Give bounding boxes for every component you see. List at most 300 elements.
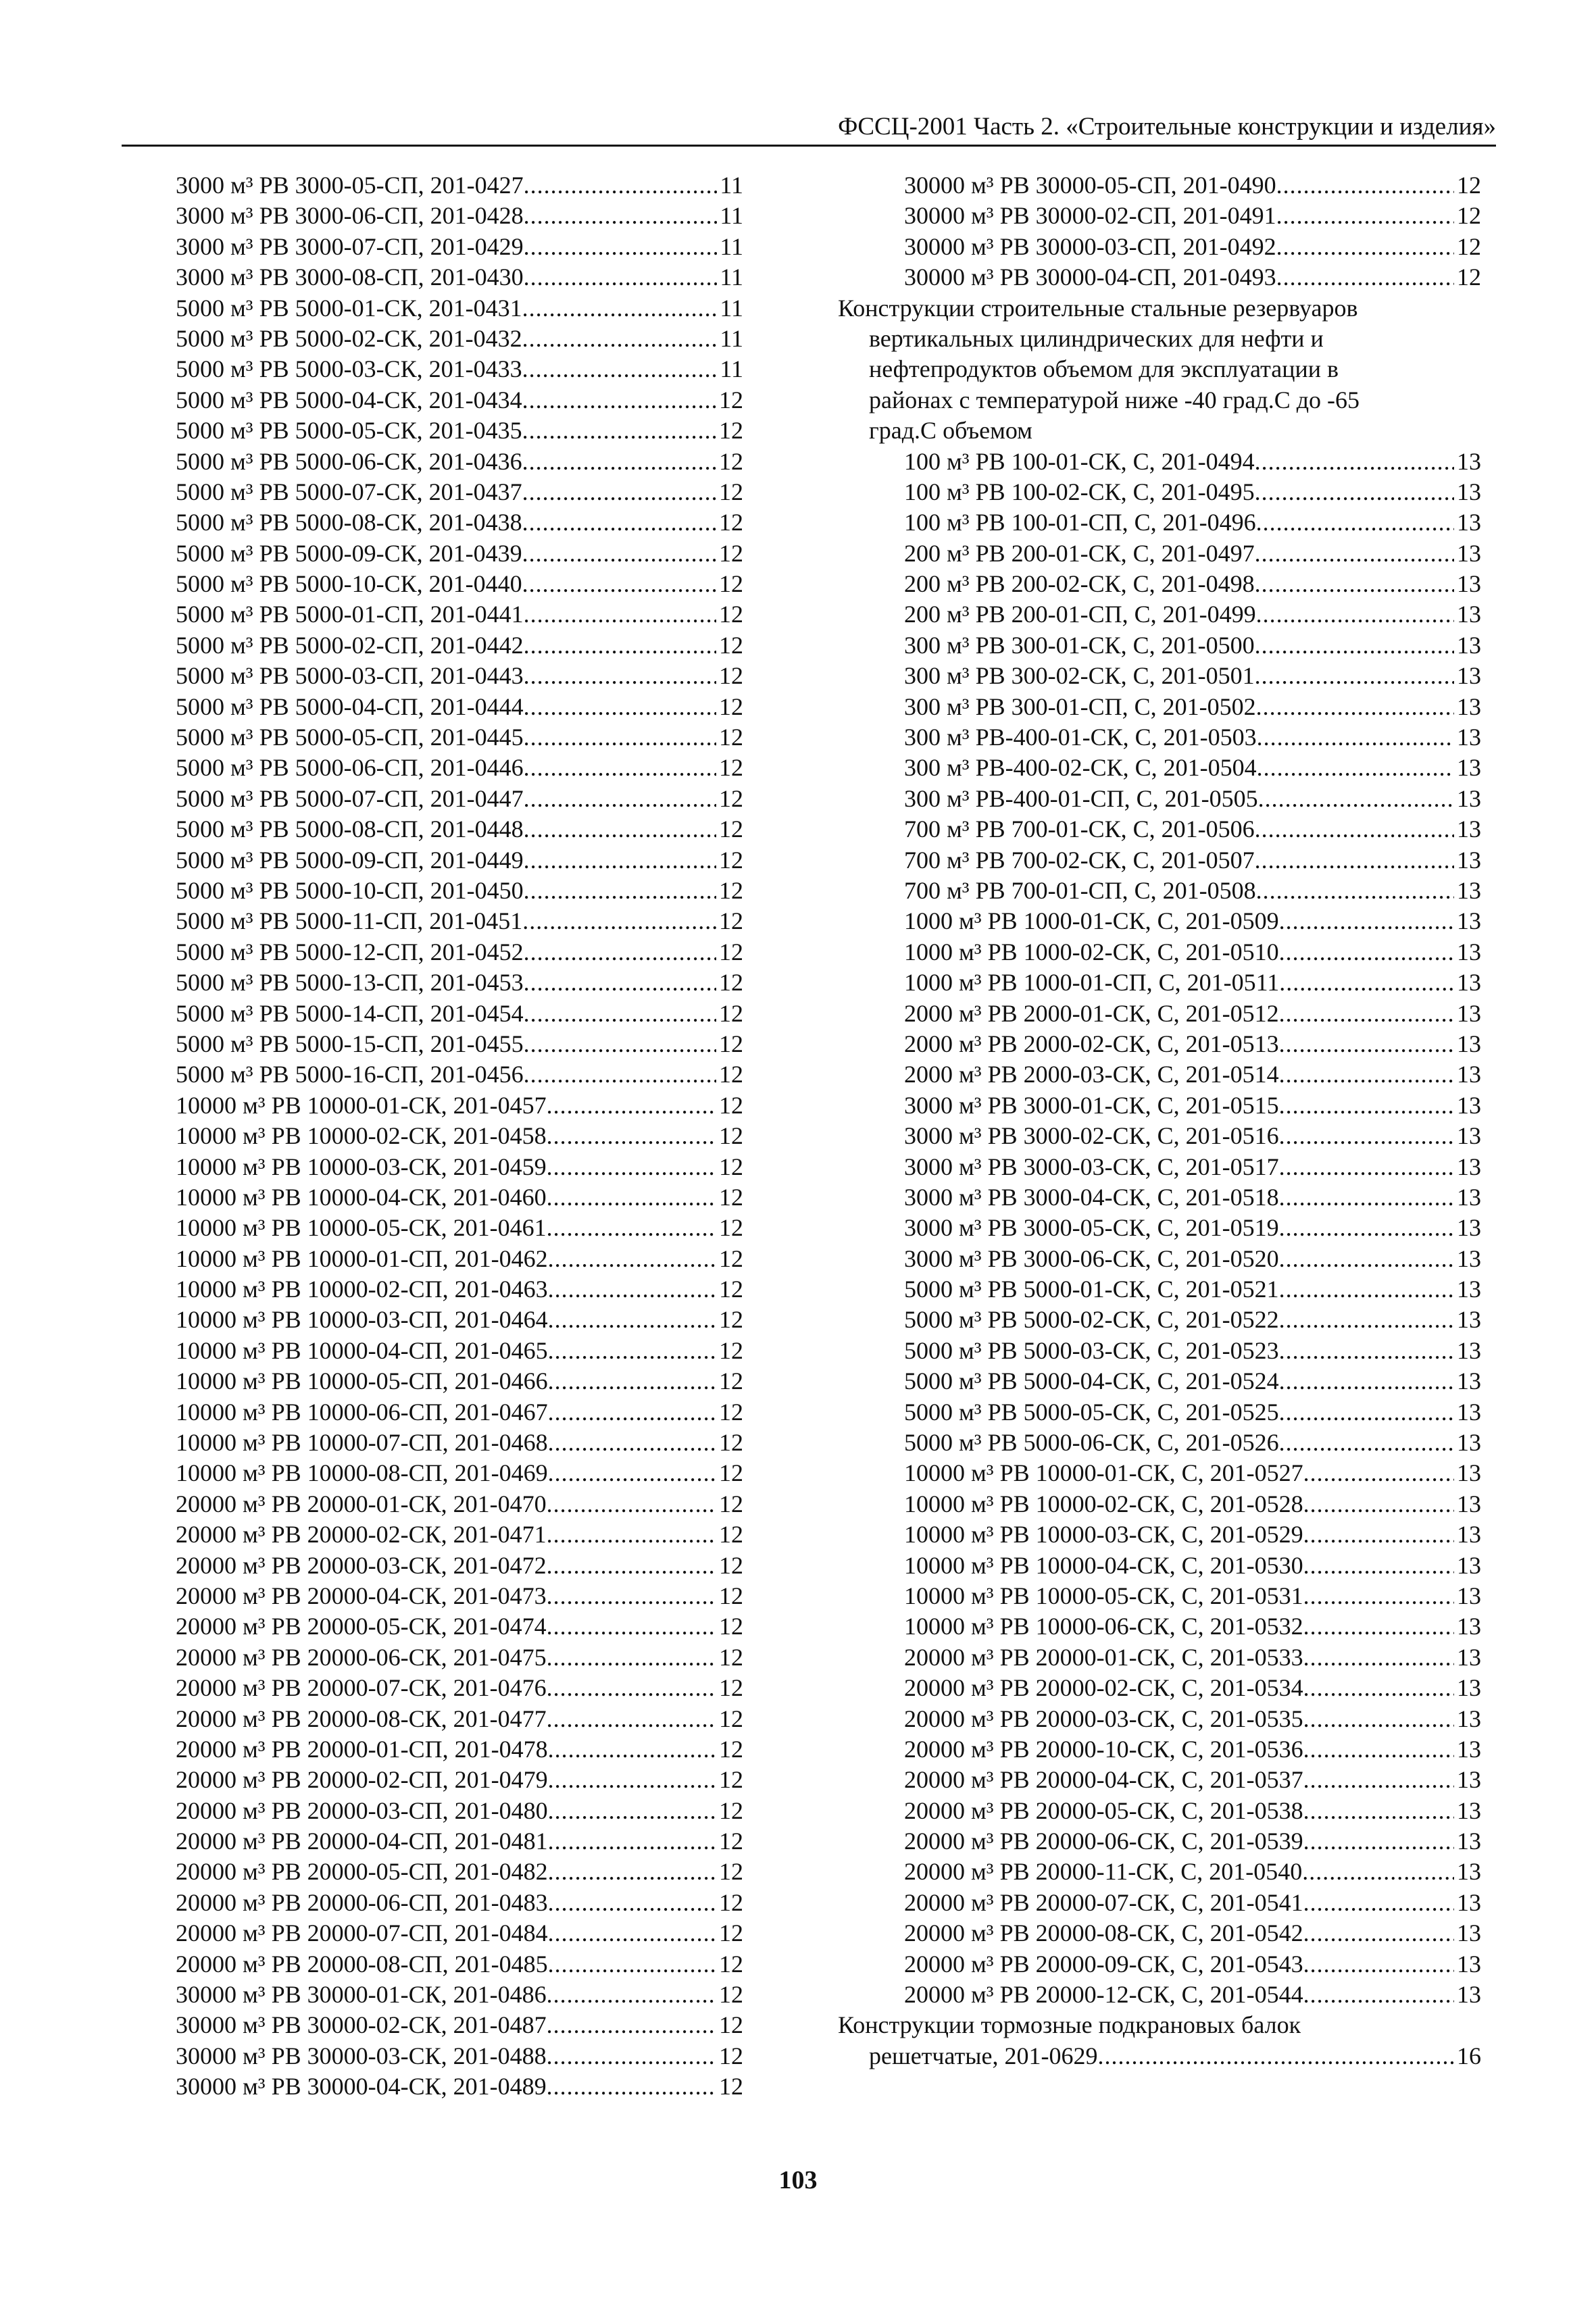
- leader-dots: [1303, 1918, 1454, 1948]
- index-entry: [838, 692, 1481, 722]
- index-entry: [838, 1734, 1481, 1765]
- entry-page: 12: [719, 1030, 743, 1057]
- leader-dots: [524, 784, 716, 814]
- leader-dots: [1279, 1090, 1454, 1121]
- entry-page: 13: [1457, 1613, 1481, 1640]
- leader-dots: [1303, 1826, 1454, 1857]
- entry-page: 13: [1457, 1030, 1481, 1057]
- entry-page: 13: [1457, 631, 1481, 659]
- entry-page: 12: [719, 570, 743, 598]
- entry-label: 3000 м³ РВ 3000-04-СК, С, 201-0518: [904, 1183, 1279, 1211]
- entry-label: 10000 м³ РВ 10000-04-СК, С, 201-0530: [904, 1551, 1303, 1579]
- entry-page: 12: [719, 417, 743, 445]
- entry-page: 12: [719, 724, 743, 751]
- entry-page: 13: [1457, 601, 1481, 628]
- leader-dots: [1279, 1397, 1454, 1428]
- index-entry: [838, 753, 1481, 783]
- entry-page: 13: [1457, 1061, 1481, 1088]
- leader-dots: [1279, 1029, 1454, 1059]
- leader-dots: [1279, 1213, 1454, 1243]
- leader-dots: [522, 569, 716, 599]
- entry-label: решетчатые, 201-0629: [869, 2042, 1098, 2069]
- index-entry: [176, 1029, 743, 1059]
- leader-dots: [522, 293, 718, 324]
- entry-page: 13: [1457, 1981, 1481, 2009]
- entry-label: 2000 м³ РВ 2000-02-СК, С, 201-0513: [904, 1030, 1279, 1057]
- leader-dots: [1303, 1796, 1454, 1826]
- entry-page: 16: [1457, 2042, 1481, 2069]
- index-entry: [176, 1213, 743, 1243]
- entry-label: 5000 м³ РВ 5000-02-СП, 201-0442: [176, 631, 524, 659]
- index-entry: [176, 1182, 743, 1213]
- index-entry: [176, 354, 743, 384]
- entry-page: 13: [1457, 1521, 1481, 1549]
- index-entry: [176, 262, 743, 293]
- index-entry: [176, 1152, 743, 1182]
- entry-label: 300 м³ РВ-400-01-СП, С, 201-0505: [904, 784, 1258, 812]
- entry-label: 700 м³ РВ 700-01-СК, С, 201-0506: [904, 815, 1255, 843]
- leader-dots: [1303, 1673, 1454, 1703]
- leader-dots: [548, 1857, 716, 1887]
- entry-page: 12: [719, 1521, 743, 1549]
- entry-page: 12: [719, 1459, 743, 1487]
- index-entry: [176, 1274, 743, 1305]
- index-entry: [176, 1980, 743, 2010]
- entry-page: 12: [719, 1244, 743, 1272]
- entry-label: 100 м³ РВ 100-02-СК, С, 201-0495: [904, 478, 1255, 505]
- leader-dots: [1276, 170, 1454, 201]
- entry-label: 5000 м³ РВ 5000-03-СК, С, 201-0523: [904, 1336, 1279, 1364]
- entry-page: 11: [720, 202, 743, 230]
- entry-label: 5000 м³ РВ 5000-08-СК, 201-0438: [176, 509, 522, 536]
- leader-dots: [1303, 1519, 1454, 1550]
- leader-dots: [548, 1796, 716, 1826]
- section-heading-line: вертикальных цилиндрических для нефти и: [869, 324, 1324, 352]
- index-entry: [838, 814, 1481, 845]
- entry-page: 13: [1457, 1766, 1481, 1794]
- entry-page: 12: [719, 631, 743, 659]
- leader-dots: [1255, 845, 1454, 876]
- entry-label: 20000 м³ РВ 20000-03-СК, 201-0472: [176, 1551, 547, 1579]
- leader-dots: [1279, 1336, 1454, 1366]
- leader-dots: [522, 385, 716, 416]
- entry-page: 13: [1457, 815, 1481, 843]
- entry-page: 13: [1457, 907, 1481, 935]
- index-entry: [176, 447, 743, 477]
- leader-dots: [547, 1704, 716, 1734]
- entry-label: 10000 м³ РВ 10000-01-СК, С, 201-0527: [904, 1459, 1303, 1487]
- entry-page: 12: [719, 754, 743, 782]
- entry-page: 12: [1457, 172, 1481, 199]
- index-entry: [838, 1213, 1481, 1243]
- leader-dots: [547, 2010, 716, 2040]
- leader-dots: [1255, 477, 1454, 507]
- index-entry: [176, 1551, 743, 1581]
- entry-label: 2000 м³ РВ 2000-03-СК, С, 201-0514: [904, 1061, 1279, 1088]
- entry-label: 5000 м³ РВ 5000-04-СК, 201-0434: [176, 386, 522, 413]
- index-entry: [176, 2041, 743, 2071]
- entry-page: 12: [719, 2011, 743, 2039]
- index-entry: [176, 1458, 743, 1488]
- entry-page: 12: [719, 1858, 743, 1886]
- entry-page: 13: [1457, 1276, 1481, 1303]
- entry-label: 20000 м³ РВ 20000-08-СК, С, 201-0542: [904, 1919, 1303, 1947]
- leader-dots: [1276, 232, 1454, 262]
- leader-dots: [548, 1366, 716, 1397]
- entry-label: 30000 м³ РВ 30000-03-СК, 201-0488: [176, 2042, 547, 2069]
- entry-page: 12: [719, 1735, 743, 1763]
- entry-page: 13: [1457, 938, 1481, 965]
- leader-dots: [547, 1551, 716, 1581]
- entry-label: 3000 м³ РВ 3000-05-СК, С, 201-0519: [904, 1214, 1279, 1242]
- entry-page: 11: [720, 324, 743, 352]
- entry-page: 12: [719, 1122, 743, 1150]
- entry-label: 3000 м³ РВ 3000-06-СП, 201-0428: [176, 202, 524, 230]
- leader-dots: [1302, 1857, 1454, 1887]
- index-entry: [838, 1244, 1481, 1274]
- entry-page: 12: [719, 1490, 743, 1517]
- entry-label: 10000 м³ РВ 10000-02-СК, С, 201-0528: [904, 1490, 1303, 1517]
- leader-dots: [1303, 1949, 1454, 1980]
- entry-label: 300 м³ РВ-400-01-СК, С, 201-0503: [904, 724, 1257, 751]
- entry-page: 12: [719, 1582, 743, 1609]
- index-entry: [176, 967, 743, 998]
- section-heading-line: Конструкции строительные стальные резервуаров: [838, 294, 1358, 322]
- leader-dots: [524, 661, 716, 691]
- entry-page: 12: [719, 1705, 743, 1732]
- entry-page: 13: [1457, 1214, 1481, 1242]
- index-entry: [176, 1428, 743, 1458]
- index-entry: [176, 937, 743, 967]
- index-entry: [838, 1673, 1481, 1703]
- index-entry: [176, 293, 743, 324]
- index-entry: [838, 1274, 1481, 1305]
- leader-dots: [1303, 1734, 1454, 1765]
- entry-label: 30000 м³ РВ 30000-05-СП, 201-0490: [904, 172, 1276, 199]
- entry-label: 20000 м³ РВ 20000-04-СК, С, 201-0537: [904, 1766, 1303, 1794]
- index-entry: [838, 630, 1481, 661]
- leader-dots: [1279, 937, 1454, 967]
- entry-label: 5000 м³ РВ 5000-06-СП, 201-0446: [176, 754, 524, 782]
- leader-dots: [548, 1244, 716, 1274]
- leader-dots: [1303, 1642, 1454, 1673]
- index-entry: [838, 1458, 1481, 1488]
- entry-label: 20000 м³ РВ 20000-01-СП, 201-0478: [176, 1735, 548, 1763]
- leader-dots: [1279, 906, 1454, 936]
- entry-label: 5000 м³ РВ 5000-05-СК, С, 201-0525: [904, 1398, 1279, 1426]
- index-entry: [176, 1704, 743, 1734]
- index-entry: [838, 1581, 1481, 1611]
- entry-page: 13: [1457, 1153, 1481, 1180]
- entry-label: 5000 м³ РВ 5000-02-СК, С, 201-0522: [904, 1306, 1279, 1334]
- entry-page: 12: [719, 999, 743, 1027]
- leader-dots: [1279, 1244, 1454, 1274]
- section-heading-line: град.С объемом: [869, 417, 1032, 445]
- leader-dots: [548, 1458, 716, 1488]
- entry-label: 20000 м³ РВ 20000-12-СК, С, 201-0544: [904, 1981, 1303, 2009]
- entry-page: 12: [719, 509, 743, 536]
- leader-dots: [524, 201, 718, 231]
- leader-dots: [1255, 538, 1454, 569]
- entry-label: 30000 м³ РВ 30000-02-СК, 201-0487: [176, 2011, 547, 2039]
- index-entry: [176, 1611, 743, 1642]
- entry-label: 3000 м³ РВ 3000-02-СК, С, 201-0516: [904, 1122, 1279, 1150]
- entry-label: 5000 м³ РВ 5000-01-СП, 201-0441: [176, 601, 524, 628]
- entry-label: 20000 м³ РВ 20000-07-СК, С, 201-0541: [904, 1888, 1303, 1916]
- entry-page: 13: [1457, 1674, 1481, 1702]
- entry-page: 12: [719, 539, 743, 567]
- entry-page: 12: [719, 1766, 743, 1794]
- entry-label: 10000 м³ РВ 10000-05-СК, 201-0461: [176, 1214, 547, 1242]
- entry-label: 20000 м³ РВ 20000-04-СК, 201-0473: [176, 1582, 547, 1609]
- entry-label: 5000 м³ РВ 5000-15-СП, 201-0455: [176, 1030, 524, 1057]
- index-entry: [838, 569, 1481, 599]
- leader-dots: [1303, 1765, 1454, 1795]
- entry-page: 13: [1457, 1796, 1481, 1824]
- index-entry: [176, 1673, 743, 1703]
- entry-page: 12: [719, 1336, 743, 1364]
- entry-label: 700 м³ РВ 700-01-СП, С, 201-0508: [904, 876, 1256, 904]
- entry-page: 12: [719, 1153, 743, 1180]
- entry-label: 20000 м³ РВ 20000-01-СК, 201-0470: [176, 1490, 547, 1517]
- index-entry: [176, 569, 743, 599]
- entry-page: 12: [719, 1091, 743, 1119]
- entry-label: 20000 м³ РВ 20000-07-СП, 201-0484: [176, 1919, 548, 1947]
- entry-label: 30000 м³ РВ 30000-02-СП, 201-0491: [904, 202, 1276, 230]
- entry-label: 5000 м³ РВ 5000-10-СК, 201-0440: [176, 570, 522, 598]
- index-entry: [838, 1428, 1481, 1458]
- leader-dots: [1279, 1305, 1454, 1335]
- entry-label: 10000 м³ РВ 10000-02-СП, 201-0463: [176, 1276, 548, 1303]
- leader-dots: [522, 507, 716, 538]
- index-entry: [176, 2071, 743, 2102]
- entry-page: 13: [1457, 1183, 1481, 1211]
- index-entry: [838, 477, 1481, 507]
- entry-label: 5000 м³ РВ 5000-01-СК, 201-0431: [176, 294, 522, 322]
- index-entry: [176, 507, 743, 538]
- index-entry: [838, 661, 1481, 691]
- entry-label: 10000 м³ РВ 10000-06-СК, С, 201-0532: [904, 1613, 1303, 1640]
- index-entry: [838, 2041, 1481, 2071]
- leader-dots: [1255, 661, 1454, 691]
- index-entry: [176, 906, 743, 936]
- index-entry: [176, 324, 743, 354]
- leader-dots: [1303, 1551, 1454, 1581]
- index-entry: [176, 1121, 743, 1151]
- index-entry: [838, 1826, 1481, 1857]
- leader-dots: [1279, 1182, 1454, 1213]
- index-entry: [838, 1090, 1481, 1121]
- leader-dots: [1279, 967, 1454, 998]
- entry-page: 11: [720, 172, 743, 199]
- entry-page: 13: [1457, 447, 1481, 475]
- entry-page: 13: [1457, 693, 1481, 720]
- entry-page: 13: [1457, 509, 1481, 536]
- leader-dots: [1279, 1059, 1454, 1090]
- entry-label: 20000 м³ РВ 20000-05-СК, 201-0474: [176, 1613, 547, 1640]
- leader-dots: [548, 1765, 716, 1795]
- leader-dots: [1255, 630, 1454, 661]
- index-entry: [176, 722, 743, 753]
- entry-page: 12: [719, 478, 743, 505]
- entry-page: 12: [719, 1429, 743, 1457]
- leader-dots: [524, 630, 716, 661]
- entry-page: 13: [1457, 1091, 1481, 1119]
- entry-label: 5000 м³ РВ 5000-03-СП, 201-0443: [176, 662, 524, 690]
- entry-label: 5000 м³ РВ 5000-04-СК, С, 201-0524: [904, 1367, 1279, 1395]
- leader-dots: [524, 170, 718, 201]
- entry-label: 5000 м³ РВ 5000-13-СП, 201-0453: [176, 969, 524, 997]
- index-entry: [838, 232, 1481, 262]
- entry-page: 13: [1457, 1551, 1481, 1579]
- index-entry: [838, 1059, 1481, 1090]
- index-entry: [176, 1397, 743, 1428]
- entry-label: 20000 м³ РВ 20000-10-СК, С, 201-0536: [904, 1735, 1303, 1763]
- entry-label: 5000 м³ РВ 5000-09-СК, 201-0439: [176, 539, 522, 567]
- entry-page: 11: [720, 232, 743, 260]
- index-entry: [176, 232, 743, 262]
- entry-page: 13: [1457, 1429, 1481, 1457]
- leader-dots: [547, 1519, 716, 1550]
- entry-page: 12: [719, 1367, 743, 1395]
- entry-page: 13: [1457, 1336, 1481, 1364]
- leader-dots: [1276, 262, 1454, 293]
- entry-label: 10000 м³ РВ 10000-03-СК, 201-0459: [176, 1153, 547, 1180]
- entry-label: 300 м³ РВ 300-01-СП, С, 201-0502: [904, 693, 1256, 720]
- index-entry: [176, 814, 743, 845]
- entry-page: 12: [719, 815, 743, 843]
- index-entry: [176, 1857, 743, 1887]
- index-entry: [176, 1244, 743, 1274]
- leader-dots: [522, 324, 718, 354]
- index-entry: [838, 1397, 1481, 1428]
- entry-page: 12: [719, 662, 743, 690]
- entry-label: 300 м³ РВ 300-02-СК, С, 201-0501: [904, 662, 1255, 690]
- index-entry: [176, 1949, 743, 1980]
- entry-label: 20000 м³ РВ 20000-05-СП, 201-0482: [176, 1858, 548, 1886]
- entry-page: 13: [1457, 1919, 1481, 1947]
- index-entry: [176, 784, 743, 814]
- entry-label: 20000 м³ РВ 20000-08-СК, 201-0477: [176, 1705, 547, 1732]
- entry-label: 10000 м³ РВ 10000-04-СП, 201-0465: [176, 1336, 548, 1364]
- index-entry: [176, 999, 743, 1029]
- entry-label: 10000 м³ РВ 10000-01-СК, 201-0457: [176, 1091, 547, 1119]
- entry-label: 200 м³ РВ 200-02-СК, С, 201-0498: [904, 570, 1255, 598]
- entry-label: 5000 м³ РВ 5000-02-СК, 201-0432: [176, 324, 522, 352]
- entry-page: 13: [1457, 1582, 1481, 1609]
- leader-dots: [547, 2041, 716, 2071]
- entry-label: 10000 м³ РВ 10000-05-СК, С, 201-0531: [904, 1582, 1303, 1609]
- entry-page: 13: [1457, 478, 1481, 505]
- leader-dots: [547, 1980, 716, 2010]
- leader-dots: [547, 1090, 716, 1121]
- entry-page: 12: [719, 1183, 743, 1211]
- index-entry: [176, 1826, 743, 1857]
- entry-page: 13: [1457, 1122, 1481, 1150]
- index-entry: [176, 1090, 743, 1121]
- entry-label: 10000 м³ РВ 10000-04-СК, 201-0460: [176, 1183, 547, 1211]
- leader-dots: [524, 753, 716, 783]
- entry-label: 20000 м³ РВ 20000-05-СК, С, 201-0538: [904, 1796, 1303, 1824]
- leader-dots: [1279, 1366, 1454, 1397]
- index-entry: [176, 170, 743, 201]
- index-entry: [838, 447, 1481, 477]
- index-entry: [176, 1642, 743, 1673]
- index-entry: [838, 937, 1481, 967]
- entry-label: 5000 м³ РВ 5000-09-СП, 201-0449: [176, 846, 524, 874]
- index-entry: [838, 507, 1481, 538]
- leader-dots: [1257, 753, 1454, 783]
- entry-page: 13: [1457, 1828, 1481, 1855]
- entry-label: 20000 м³ РВ 20000-11-СК, С, 201-0540: [904, 1858, 1303, 1886]
- index-entry: [176, 1765, 743, 1795]
- entry-page: 12: [719, 1061, 743, 1088]
- leader-dots: [524, 1059, 716, 1090]
- index-entry: [176, 538, 743, 569]
- entry-label: 100 м³ РВ 100-01-СП, С, 201-0496: [904, 509, 1256, 536]
- entry-label: 20000 м³ РВ 20000-02-СК, 201-0471: [176, 1521, 547, 1549]
- leader-dots: [1255, 569, 1454, 599]
- entry-page: 12: [719, 1950, 743, 1978]
- index-entry: [176, 1581, 743, 1611]
- entry-page: 12: [719, 969, 743, 997]
- entry-page: 12: [719, 846, 743, 874]
- entry-page: 12: [719, 1306, 743, 1334]
- index-entry: [838, 201, 1481, 231]
- leader-dots: [548, 1734, 716, 1765]
- entry-page: 12: [719, 1674, 743, 1702]
- leader-dots: [1303, 1704, 1454, 1734]
- index-entry: [838, 1489, 1481, 1519]
- entry-label: 3000 м³ РВ 3000-07-СП, 201-0429: [176, 232, 524, 260]
- index-entry: [838, 1765, 1481, 1795]
- entry-page: 13: [1457, 1367, 1481, 1395]
- leader-dots: [548, 1397, 716, 1428]
- leader-dots: [1276, 201, 1454, 231]
- entry-page: 12: [719, 907, 743, 935]
- index-entry: [176, 845, 743, 876]
- entry-label: 5000 м³ РВ 5000-08-СП, 201-0448: [176, 815, 524, 843]
- entry-label: 1000 м³ РВ 1000-01-СП, С, 201-0511: [904, 969, 1280, 997]
- index-column-left: [176, 170, 743, 2103]
- entry-label: 1000 м³ РВ 1000-02-СК, С, 201-0510: [904, 938, 1279, 965]
- entry-label: 5000 м³ РВ 5000-12-СП, 201-0452: [176, 938, 524, 965]
- entry-label: 300 м³ РВ 300-01-СК, С, 201-0500: [904, 631, 1255, 659]
- entry-page: 13: [1457, 1735, 1481, 1763]
- entry-page: 12: [719, 693, 743, 720]
- leader-dots: [1303, 1980, 1454, 2010]
- index-entry: [176, 599, 743, 630]
- leader-dots: [548, 1274, 716, 1305]
- index-entry: [176, 1305, 743, 1335]
- entry-page: 13: [1457, 969, 1481, 997]
- leader-dots: [1303, 1489, 1454, 1519]
- entry-page: 13: [1457, 1244, 1481, 1272]
- index-entry: [838, 262, 1481, 293]
- index-entry: [176, 416, 743, 446]
- entry-label: 10000 м³ РВ 10000-08-СП, 201-0469: [176, 1459, 548, 1487]
- index-entry: [838, 967, 1481, 998]
- entry-label: 3000 м³ РВ 3000-08-СП, 201-0430: [176, 263, 524, 291]
- leader-dots: [1256, 507, 1454, 538]
- entry-label: 5000 м³ РВ 5000-16-СП, 201-0456: [176, 1061, 524, 1088]
- entry-label: 10000 м³ РВ 10000-05-СП, 201-0466: [176, 1367, 548, 1395]
- entry-page: 11: [720, 263, 743, 291]
- entry-label: 30000 м³ РВ 30000-01-СК, 201-0486: [176, 1981, 547, 2009]
- leader-dots: [548, 1428, 716, 1458]
- index-entry: [838, 784, 1481, 814]
- section-heading-line: районах с температурой ниже -40 град.С до -65: [869, 386, 1360, 413]
